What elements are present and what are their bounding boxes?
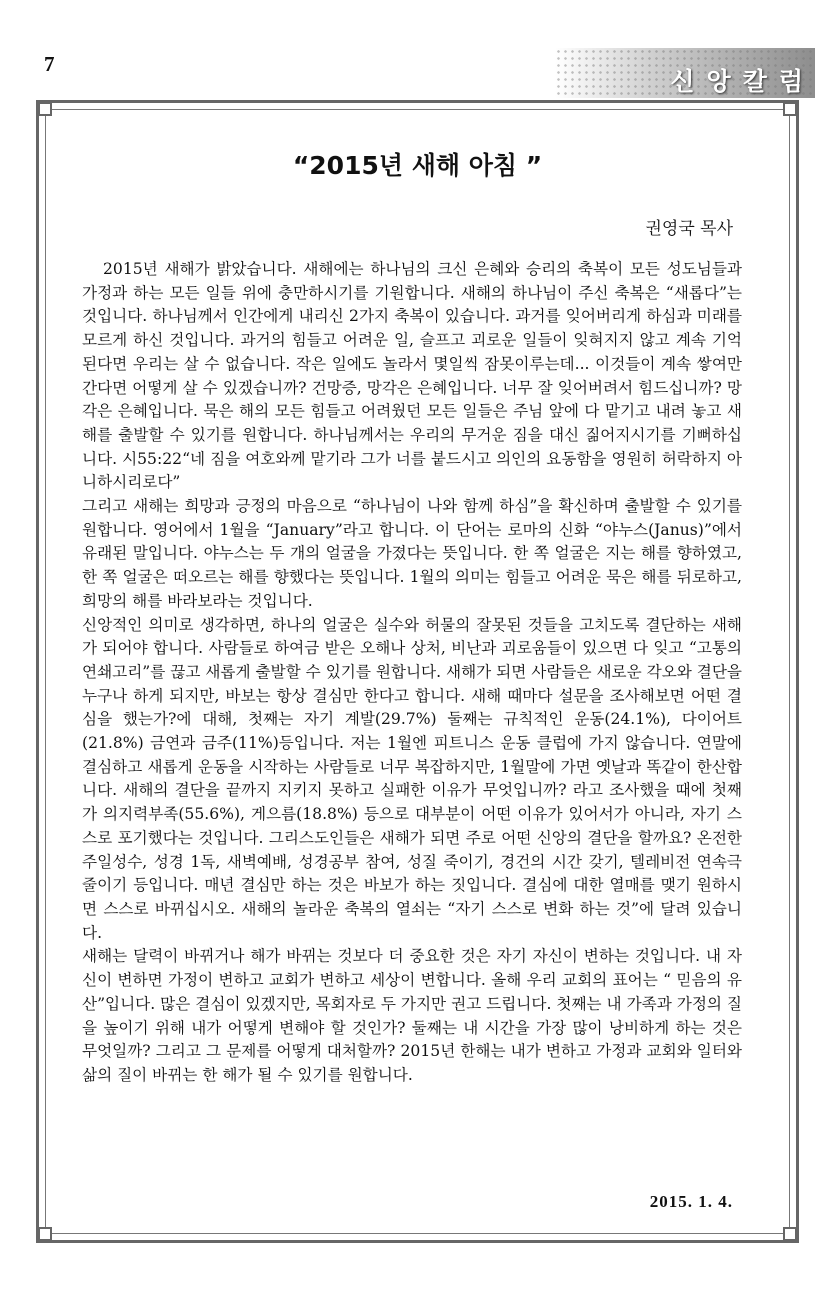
article-paragraph: 새해는 달력이 바뀌거나 해가 바뀌는 것보다 더 중요한 것은 자기 자신이 변하는 것입니다. 내 자신이 변하면 가정이 변하고 교회가 변하고 세상이 변합니다. 올해 우리 교회의 표어는 “ 믿음의 유산”입니다. 많은 결심이 있겠지만, 목회자로 두 가지만 권고 드립니다. 첫째는 내 가족과 가정의 질을 높이기 위해 내가 어떻게 변해야 할 것인가? 둘째는 내 시간을 가장 많이 낭비하게 하는 것은 무엇일까? 그리고 그 문제를 어떻게 대처할까? 2015년 한해는 내가 변하고 가정과 교회와 일터와 삶의 질이 바뀌는 한 해가 될 수 있기를 원합니다. bbox=[82, 947, 742, 1084]
article-date: 2015. 1. 4. bbox=[649, 1192, 733, 1211]
article-body bbox=[82, 258, 742, 1088]
frame-corner-ornament bbox=[38, 102, 52, 116]
frame-corner-ornament bbox=[783, 1227, 797, 1241]
article-paragraph: 신앙적인 의미로 생각하면, 하나의 얼굴은 실수와 허물의 잘못된 것들을 고치도록 결단하는 새해가 되어야 합니다. 사람들로 하여금 받은 오해나 상처, 비난과 괴로움들이 있으면 다 잊고 “고통의 연쇄고리”를 끊고 새롭게 출발할 수 있기를 원합니다. 새해가 되면 사람들은 새로운 각오와 결단을 누구나 하게 되지만, 바보는 항상 결심만 한다고 합니다. 새해 때마다 설문을 조사해보면 어떤 결심을 했는가?에 대해, 첫째는 자기 계발(29.7%) 둘째는 규칙적인 운동(24.1%), 다이어트(21.8%) 금연과 금주(11%)등입니다. 저는 1월엔 피트니스 운동 클럽에 가지 않습니다. 연말에 결심하고 새롭게 운동을 시작하는 사람들로 너무 복잡하지만, 1월말에 가면 옛날과 똑같이 한산합니다. 새해의 결단을 끝까지 지키지 못하고 실패한 이유가 무엇입니까? 라고 조사했을 때에 첫째가 의지력부족(55.6%), 게으름(18.8%) 등으로 대부분이 어떤 이유가 있어서가 아니라, 자기 스스로 포기했다는 것입니다. 그리스도인들은 새해가 되면 주로 어떤 신앙의 결단을 할까요? 온전한 주일성수, 성경 1독, 새벽예배, 성경공부 참여, 성질 죽이기, 경건의 시간 갖기, 텔레비전 연속극 줄이기 등입니다. 매년 결심만 하는 것은 바보가 하는 짓입니다. 결심에 대한 열매를 맺기 원하시면 스스로 바뀌십시오. 새해의 놀라운 축복의 열쇠는 “자기 스스로 변화 하는 것”에 달려 있습니다. bbox=[82, 615, 742, 942]
page-number: 7 bbox=[44, 52, 55, 76]
frame-corner-ornament bbox=[783, 102, 797, 116]
article-author: 권영국 목사 bbox=[645, 219, 733, 239]
frame-corner-ornament bbox=[38, 1227, 52, 1241]
article-paragraph: 그리고 새해는 희망과 긍정의 마음으로 “하나님이 나와 함께 하심”을 확신하며 출발할 수 있기를 원합니다. 영어에서 1월을 “January”라고 합니다. 이 단어는 로마의 신화 “야누스(Janus)”에서 유래된 말입니다. 야누스는 두 개의 얼굴을 가졌다는 뜻입니다. 한 쪽 얼굴은 지는 해를 향하였고, 한 쪽 얼굴은 떠오르는 해를 향했다는 뜻입니다. 1월의 의미는 힘들고 어려운 묵은 해를 뒤로하고, 희망의 해를 바라보라는 것입니다. bbox=[82, 497, 742, 610]
section-title: 신앙칼럼 bbox=[670, 67, 815, 96]
article-title: “2015년 새해 아침 ” bbox=[292, 151, 543, 180]
article-paragraph: 2015년 새해가 밝았습니다. 새해에는 하나님의 크신 은혜와 승리의 축복이 모든 성도님들과 가정과 하는 모든 일들 위에 충만하시기를 기원합니다. 새해의 하나님이 주신 축복은 “새롭다”는 것입니다. 하나님께서 인간에게 내리신 2가지 축복이 있습니다. 과거를 잊어버리게 하심과 미래를 모르게 하신 것입니다. 과거의 힘들고 어려운 일, 슬프고 괴로운 일들이 잊혀지지 않고 계속 기억된다면 우리는 살 수 없습니다. 작은 일에도 놀라서 몇일씩 잠못이루는데... 이것들이 계속 쌓여만 간다면 어떻게 살 수 있겠습니까? 건망증, 망각은 은혜입니다. 너무 잘 잊어버려서 힘드십니까? 망각은 은혜입니다. 묵은 해의 모든 힘들고 어려웠던 모든 일들은 주님 앞에 다 맡기고 내려 놓고 새해를 출발할 수 있기를 원합니다. 하나님께서는 우리의 무거운 짐을 대신 짊어지시기를 기뻐하십니다. 시55:22“네 짐을 여호와께 맡기라 그가 너를 붙드시고 의인의 요동함을 영원히 허락하지 아니하시리로다” bbox=[82, 260, 742, 492]
